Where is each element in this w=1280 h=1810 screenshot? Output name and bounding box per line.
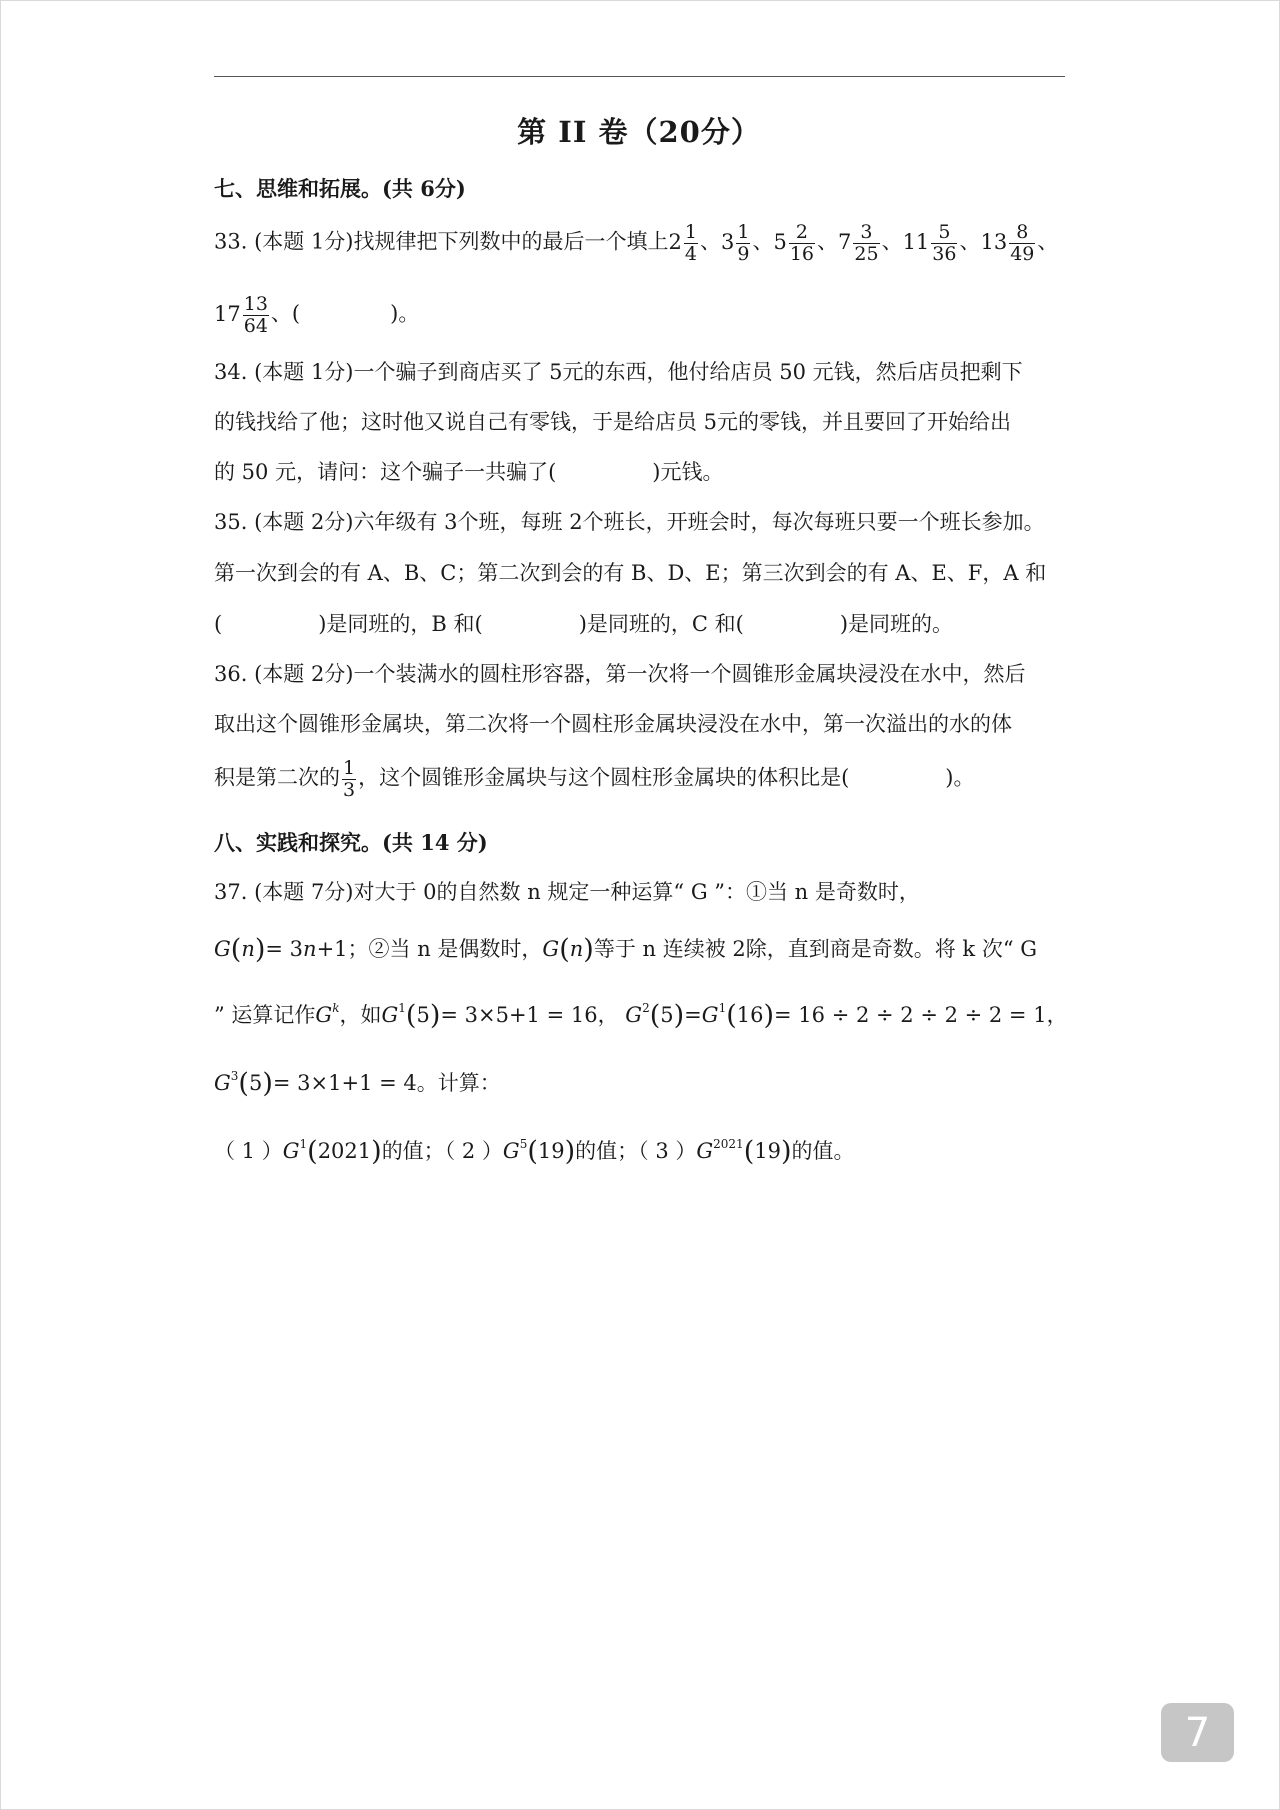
page-number-badge: 7 bbox=[1161, 1703, 1234, 1762]
header-rule bbox=[214, 76, 1065, 77]
question-35-line-3: ( )是同班的，B 和( )是同班的，C 和( )是同班的。 bbox=[214, 612, 954, 636]
question-36-line-2: 取出这个圆锥形金属块，第二次将一个圆柱形金属块浸没在水中，第一次溢出的水的体 bbox=[214, 712, 1012, 736]
question-34-line-2: 的钱找给了他；这时他又说自己有零钱，于是给店员 5元的零钱，并且要回了开始给出 bbox=[214, 410, 1012, 434]
q33-term-3: 5 $\frac{2}{16}$ bbox=[773, 221, 814, 265]
q33-prefix: 33. (本题 1分)找规律把下列数中的最后一个填上 bbox=[214, 229, 669, 254]
question-37-line-4: $G^3(5)= 3\times 1+1 = 4$。计算： bbox=[214, 1068, 501, 1099]
question-35-line-1: 35. (本题 2分)六年级有 3个班，每班 2个班长，开班会时，每次每班只要一个班长参加。 bbox=[214, 510, 1045, 534]
q33-term-2: 3 $\frac{1}{9}$ bbox=[720, 221, 750, 265]
q33-term-4: 7 $\frac{3}{25}$ bbox=[838, 221, 879, 265]
q33-term-5: 11 $\frac{5}{36}$ bbox=[902, 221, 957, 265]
q33-term-1: 2 $\frac{1}{4}$ bbox=[668, 221, 697, 265]
q36-fraction: $\frac{1}{3}$ bbox=[343, 757, 356, 801]
question-34-line-3: 的 50 元，请问：这个骗子一共骗了( )元钱。 bbox=[214, 460, 724, 484]
q33-term-7: 17 $\frac{13}{64}$ bbox=[214, 293, 268, 337]
question-33-line-1: 33. (本题 1分)找规律把下列数中的最后一个填上2 $\frac{1}{4}$ 、3 $\frac{1}{9}$ 、5 $\frac{2}{16}$ 、7 $\frac{3}{25}$ 、11 $\frac{5}{36}$ 、13 $\frac{8}{49}$ 、 bbox=[214, 221, 1059, 265]
question-35-line-2: 第一次到会的有 A、B、C；第二次到会的有 B、D、E；第三次到会的有 A、E、F，A 和 bbox=[214, 561, 1047, 585]
section-7-heading: 七、思维和拓展。(共 6分) bbox=[214, 176, 466, 201]
paper-title: 第 II 卷（20分） bbox=[517, 115, 761, 149]
question-36-line-1: 36. (本题 2分)一个装满水的圆柱形容器，第一次将一个圆锥形金属块浸没在水中，然后 bbox=[214, 662, 1026, 686]
question-37-line-3: ” 运算记作$G^k$，如$G^1(5)= 3\times 5+1 = 16$， $G^2(5)=G^1(16)= 16 \div 2 \div 2 \div 2 \div 2 = 1$， bbox=[214, 1000, 1068, 1031]
question-37-subparts: （ 1 ）$G^1(2021)$的值；（ 2 ）$G^5(19)$的值；（ 3 ）$G^{2021}(19)$的值。 bbox=[214, 1136, 855, 1167]
question-34-line-1: 34. (本题 1分)一个骗子到商店买了 5元的东西，他付给店员 50 元钱，然后店员把剩下 bbox=[214, 360, 1023, 384]
question-33-line-2: 17 $\frac{13}{64}$ 、( )。 bbox=[214, 293, 420, 337]
question-37-line-1: 37. (本题 7分)对大于 0的自然数 n 规定一种运算“ G ”：①当 n 是奇数时， bbox=[214, 880, 920, 904]
section-8-heading: 八、实践和探究。(共 14 分) bbox=[214, 830, 488, 855]
question-36-line-3: 积是第二次的 $\frac{1}{3}$ ，这个圆锥形金属块与这个圆柱形金属块的体积比是( )。 bbox=[214, 757, 975, 801]
q33-term-6: 13 $\frac{8}{49}$ bbox=[980, 221, 1035, 265]
question-37-line-2: G(n)= 3n+1；②当 n 是偶数时，G(n)等于 n 连续被 2除，直到商是奇数。将 k 次“ G bbox=[214, 934, 1038, 965]
